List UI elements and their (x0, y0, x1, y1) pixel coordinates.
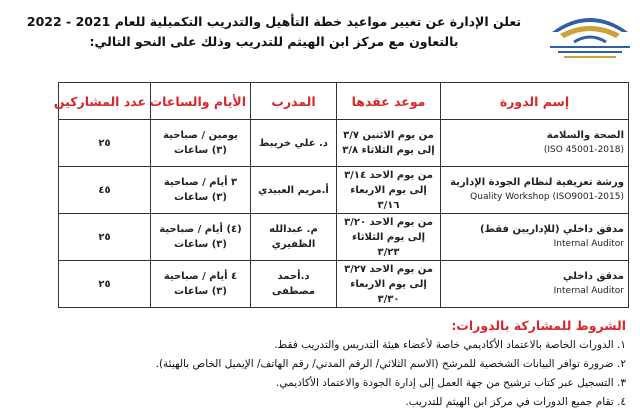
course-cell (441, 261, 629, 308)
days-count: يومين / صباحية (163, 130, 238, 141)
announcement-header (14, 12, 534, 52)
header-trainer: المدرب (251, 83, 337, 120)
days-cell (151, 120, 251, 167)
date-to: إلى يوم الاربعاء ٣/١٦ (350, 184, 427, 211)
condition-item: ٢. ضرورة توافر البيانات الشخصية للمرشح (الاسم الثلاثي/ الرقم المدني/ رقم الهاتف/ الإيميل الخاص بالهيئة). (155, 358, 626, 370)
date-cell (337, 167, 441, 214)
date-to: إلى يوم الاربعاء ٣/٣٠ (350, 278, 427, 305)
course-cell (441, 214, 629, 261)
course-name-en: Internal Auditor (553, 239, 624, 249)
course-name-en: Internal Auditor (553, 286, 624, 296)
header-participants: عدد المشاركين (59, 83, 151, 120)
conditions-title: الشروط للمشاركة بالدورات: (451, 318, 626, 333)
table-row (59, 120, 629, 167)
header-days-hours: الأيام والساعات (151, 83, 251, 120)
course-name-en: (ISO 45001-2018) (543, 145, 624, 155)
organization-logo (544, 2, 636, 60)
announcement-line-1: تعلن الإدارة عن تغيير مواعيد خطة التأهيل والتدريب التكميلية للعام 2021 - 2022 (26, 14, 522, 29)
trainer-cell: د. علي خريبط (251, 120, 337, 167)
trainer-cell: أ.مريم العبيدي (251, 167, 337, 214)
table-row (59, 214, 629, 261)
course-cell (441, 120, 629, 167)
conditions-section (16, 316, 626, 412)
course-name-ar: مدقق داخلي (563, 271, 624, 282)
table-row (59, 261, 629, 308)
condition-item: ١. الدورات الخاصة بالاعتماد الأكاديمي خاصة لأعضاء هيئة التدريس والتدريب فقط. (274, 339, 626, 351)
participants-cell: ٢٥ (59, 214, 151, 261)
course-name-en: Quality Workshop (ISO9001-2015) (470, 192, 624, 202)
course-name-ar: ورشة تعريفية لنظام الجودة الإدارية (450, 177, 624, 188)
participants-cell: ٢٥ (59, 261, 151, 308)
trainer-cell: د.أحمد مصطفى (251, 261, 337, 308)
table-header-row (59, 83, 629, 120)
hours-count: (٣) ساعات (174, 145, 227, 156)
participants-cell: ٢٥ (59, 120, 151, 167)
date-to: إلى يوم الثلاثاء ٣/٢٣ (351, 231, 426, 258)
course-cell (441, 167, 629, 214)
hours-count: (٣) ساعات (174, 192, 227, 203)
trainer-cell: م. عبدالله الظفيري (251, 214, 337, 261)
hours-count: (٣) ساعات (174, 239, 227, 250)
date-cell (337, 261, 441, 308)
date-to: إلى يوم الثلاثاء ٣/٨ (342, 145, 435, 156)
date-from: من يوم الاحد ٣/٢٠ (344, 216, 433, 228)
announcement-line-2: بالتعاون مع مركز ابن الهيثم للتدريب وذلك على النحو التالي: (89, 34, 459, 49)
table-row (59, 167, 629, 214)
course-name-ar: الصحة والسلامة (546, 130, 624, 141)
date-from: من يوم الاحد ٣/١٤ (344, 169, 433, 181)
course-name-ar: مدقق داخلي (للإداريين فقط) (479, 224, 624, 235)
courses-table (53, 82, 629, 308)
days-count: ٣ أيام / صباحية (163, 177, 238, 188)
days-cell (151, 214, 251, 261)
days-cell (151, 167, 251, 214)
date-cell (337, 214, 441, 261)
header-date: موعد عقدها (337, 83, 441, 120)
participants-cell: ٤٥ (59, 167, 151, 214)
header-course-name: إسم الدورة (441, 83, 629, 120)
condition-item: ٣. التسجيل عبر كتاب ترشيح من جهة العمل إلى إدارة الجودة والاعتماد الأكاديمي. (276, 377, 626, 389)
days-cell (151, 261, 251, 308)
date-from: من يوم الاحد ٣/٢٧ (344, 263, 433, 275)
hours-count: (٣) ساعات (174, 286, 227, 297)
days-count: ٤ أيام / صباحية (163, 271, 238, 282)
days-count: (٤) أيام / صباحية (159, 224, 242, 235)
date-cell (337, 120, 441, 167)
condition-item: ٤. تقام جميع الدورات في مركز ابن الهيثم للتدريب. (405, 396, 626, 408)
date-from: من يوم الاثنين ٣/٧ (343, 130, 434, 141)
